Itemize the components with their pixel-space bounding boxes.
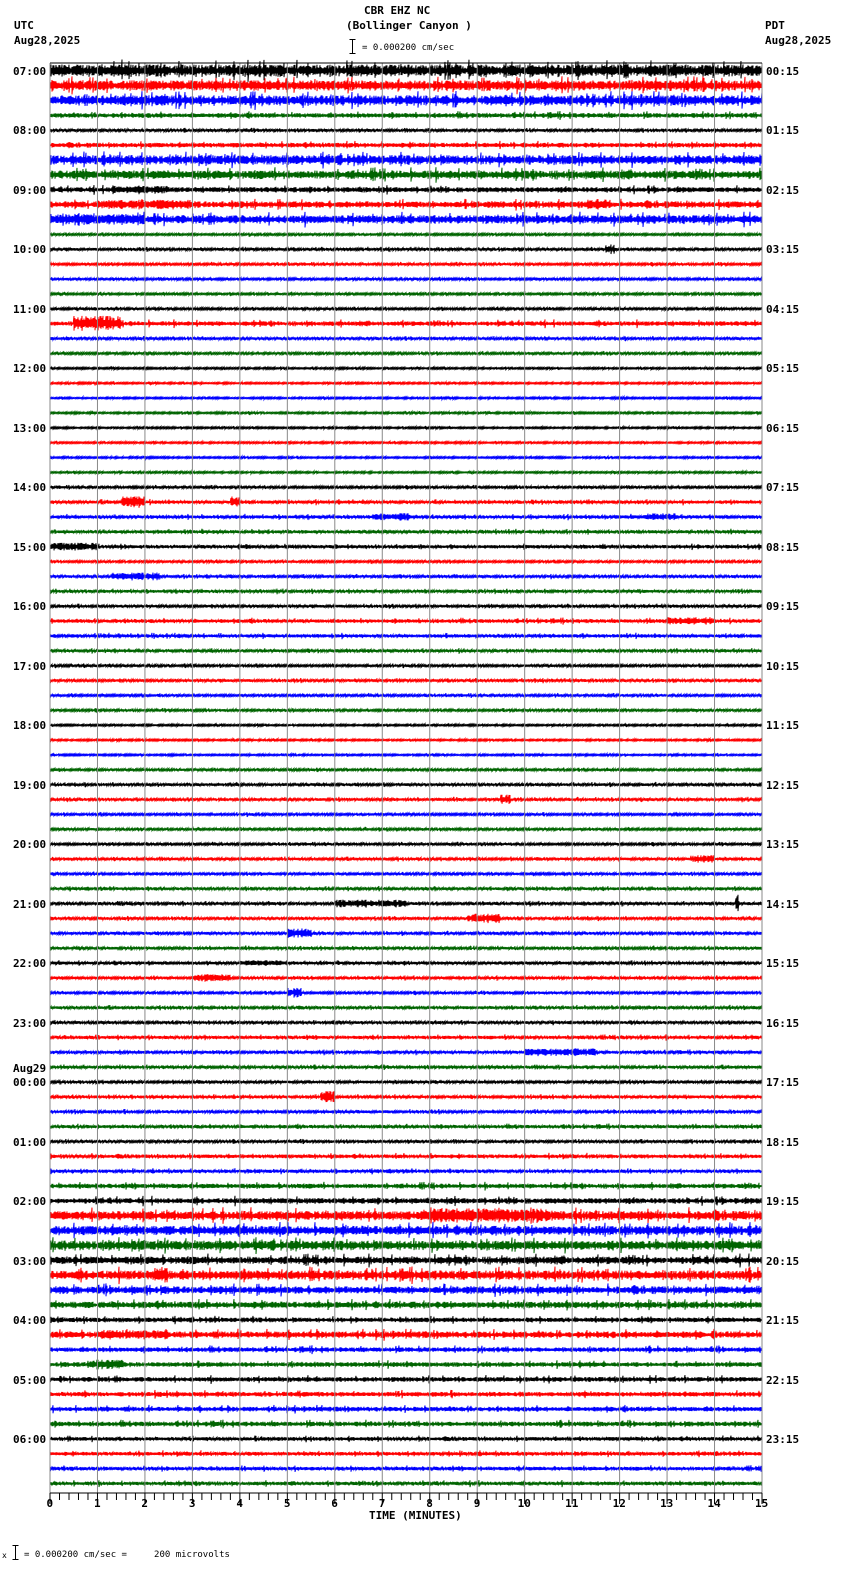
utc-hour-label: 16:00	[13, 600, 47, 614]
x-tick-label: 9	[473, 1497, 481, 1510]
x-tick-label: 5	[283, 1497, 291, 1510]
seismic-traces	[50, 60, 762, 1488]
utc-hour-label: 04:00	[13, 1314, 47, 1328]
local-hour-label: 16:15	[766, 1016, 800, 1030]
utc-hour-label: 12:00	[13, 362, 47, 376]
utc-hour-label: 09:00	[13, 183, 47, 197]
local-hour-label: 23:15	[766, 1433, 800, 1447]
x-tick-label: 10	[517, 1497, 531, 1510]
local-hour-label: 08:15	[766, 540, 800, 554]
x-tick-label: 11	[565, 1497, 579, 1510]
x-tick-label: 13	[660, 1497, 674, 1510]
utc-hour-label: 02:00	[13, 1195, 47, 1209]
x-tick-label: 6	[331, 1497, 338, 1510]
x-tick-label: 4	[236, 1497, 243, 1510]
local-hour-label: 20:15	[766, 1254, 800, 1268]
utc-hour-label: 19:00	[13, 778, 47, 792]
local-hour-label: 09:15	[766, 600, 800, 614]
utc-hour-label: 22:00	[13, 957, 47, 971]
utc-hour-label: 13:00	[13, 421, 47, 435]
x-tick-label: 3	[188, 1497, 196, 1510]
x-tick-label: 2	[141, 1497, 149, 1510]
local-hour-label: 03:15	[766, 243, 800, 257]
utc-hour-label: 15:00	[13, 540, 47, 554]
footer-scale-note: = 0.000200 cm/sec = 200 microvolts	[24, 1550, 230, 1560]
station-title: CBR EHZ NC	[364, 4, 431, 17]
local-hour-label: 04:15	[766, 302, 800, 316]
local-hour-label: 22:15	[766, 1373, 800, 1387]
x-tick-label: 1	[93, 1497, 101, 1510]
x-tick-label: 15	[755, 1497, 769, 1510]
left-timezone: UTC	[14, 19, 34, 32]
x-tick-label: 12	[612, 1497, 626, 1510]
local-hour-label: 18:15	[766, 1135, 800, 1149]
utc-hour-label: 06:00	[13, 1433, 47, 1447]
x-tick-label: 0	[46, 1497, 54, 1510]
right-timezone: PDT	[765, 19, 785, 32]
x-tick-label: 8	[426, 1497, 433, 1510]
local-hour-label: 14:15	[766, 897, 800, 911]
footer-scale-bar-icon	[12, 1545, 19, 1560]
utc-hour-label: 00:00	[13, 1076, 47, 1090]
scale-value: = 0.000200 cm/sec	[362, 43, 455, 53]
left-date: Aug28,2025	[14, 34, 81, 47]
local-hour-label: 19:15	[766, 1195, 800, 1209]
local-hour-label: 11:15	[766, 719, 800, 733]
utc-hour-label: 18:00	[13, 719, 47, 733]
utc-hour-label: 17:00	[13, 659, 47, 673]
trace-row	[50, 1222, 762, 1239]
x-tick-label: 7	[378, 1497, 386, 1510]
x-axis-title: TIME (MINUTES)	[369, 1509, 462, 1522]
footer-marker: x	[2, 1551, 7, 1560]
local-hour-label: 07:15	[766, 481, 800, 495]
x-tick-label: 14	[707, 1497, 721, 1510]
local-hour-label: 06:15	[766, 421, 800, 435]
utc-hour-label: 01:00	[13, 1135, 47, 1149]
utc-hour-label: 03:00	[13, 1254, 47, 1268]
local-hour-label: 05:15	[766, 362, 800, 376]
local-hour-label: 12:15	[766, 778, 800, 792]
local-hour-label: 01:15	[766, 124, 800, 138]
date-change-label: Aug29	[13, 1062, 47, 1076]
utc-hour-label: 14:00	[13, 481, 47, 495]
utc-hour-label: 07:00	[13, 65, 47, 78]
local-hour-label: 21:15	[766, 1314, 800, 1328]
utc-hour-label: 08:00	[13, 124, 47, 138]
local-hour-label: 10:15	[766, 659, 800, 673]
utc-hour-label: 23:00	[13, 1016, 47, 1030]
scale-bar-icon	[349, 39, 356, 54]
local-hour-label: 00:15	[766, 65, 800, 78]
local-hour-label: 02:15	[766, 183, 800, 197]
utc-hour-label: 10:00	[13, 243, 47, 257]
utc-hour-label: 21:00	[13, 897, 47, 911]
utc-hour-label: 11:00	[13, 302, 47, 316]
utc-hour-label: 05:00	[13, 1373, 47, 1387]
utc-hour-label: 20:00	[13, 838, 47, 852]
time-axis	[50, 1493, 762, 1504]
local-hour-label: 17:15	[766, 1076, 800, 1090]
right-date: Aug28,2025	[765, 34, 832, 47]
trace-row	[50, 895, 762, 911]
trace-row	[50, 76, 762, 94]
local-hour-label: 13:15	[766, 838, 800, 852]
local-hour-label: 15:15	[766, 957, 800, 971]
station-location: (Bollinger Canyon )	[346, 19, 472, 32]
